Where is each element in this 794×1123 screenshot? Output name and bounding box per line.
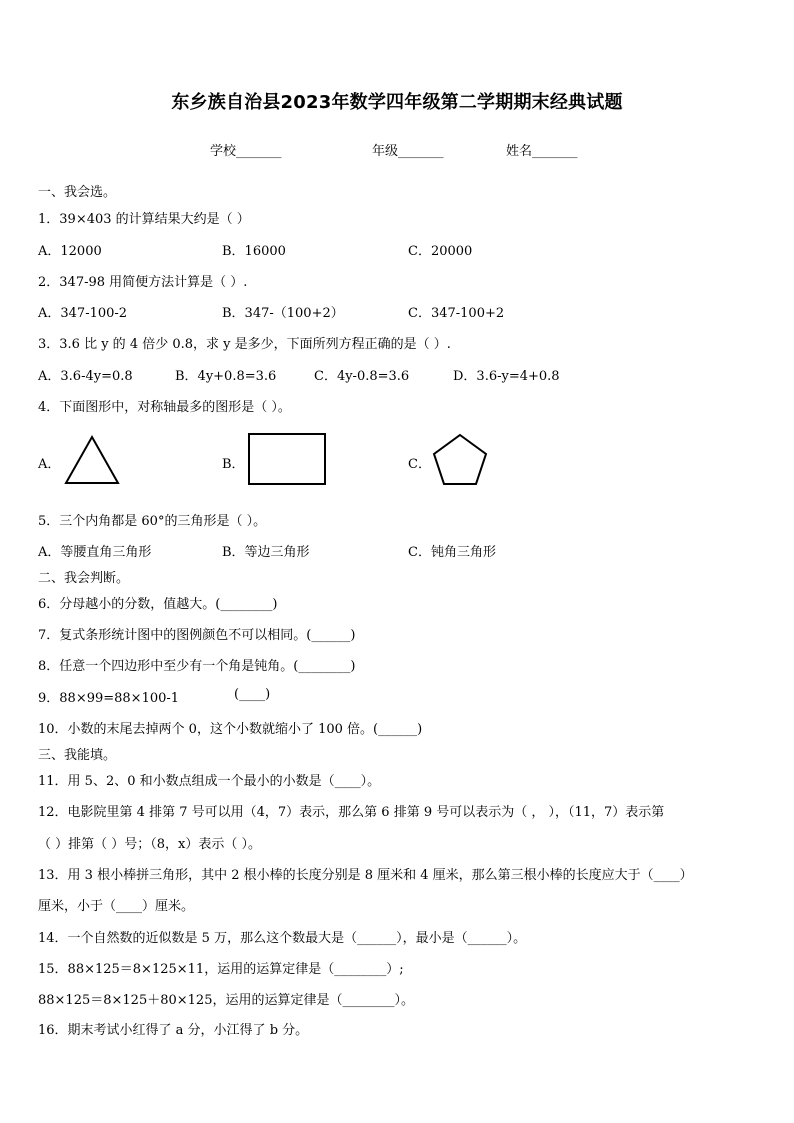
- question-5-option-b: B．等边三角形: [222, 545, 310, 560]
- question-3-option-c: C．4y-0.8=3.6: [314, 369, 410, 384]
- question-4-stem: 4．下面图形中，对称轴最多的图形是（ ）。: [38, 400, 291, 415]
- question-4-option-b: B．: [222, 457, 245, 472]
- rectangle-figure: [246, 431, 328, 487]
- question-12-line-1: 12．电影院里第 4 排第 7 号可以用（4，7）表示，那么第 6 排第 9 号可以表示为（ ， ），（11，7）表示第: [38, 805, 665, 820]
- page-title: 东乡族自治县2023年数学四年级第二学期期末经典试题: [171, 92, 623, 113]
- question-4-option-c: C．: [408, 457, 431, 472]
- question-2-option-c: C．347-100+2: [408, 306, 505, 321]
- question-9-blank: (____): [234, 687, 271, 702]
- section-heading-3: 三、我能填。: [38, 748, 117, 763]
- question-7: 7．复式条形统计图中的图例颜色不可以相同。(______): [38, 628, 356, 643]
- question-1-option-c: C．20000: [408, 244, 473, 259]
- school-field: 学校_______: [210, 144, 282, 159]
- section-heading-2: 二、我会判断。: [38, 571, 130, 586]
- question-1-stem: 1．39×403 的计算结果大约是（ ）: [38, 212, 250, 227]
- section-heading-1: 一、我会选。: [38, 185, 117, 200]
- question-6: 6．分母越小的分数，值越大。(________): [38, 597, 278, 612]
- question-3-option-a: A．3.6-4y=0.8: [38, 369, 133, 384]
- question-9: 9．88×99=88×100-1: [38, 691, 180, 706]
- question-16: 16．期末考试小红得了 a 分，小江得了 b 分。: [38, 1023, 309, 1038]
- question-4-option-a: A．: [38, 457, 61, 472]
- question-15-line-2: 88×125＝8×125＋80×125，运用的运算定律是（________）。: [38, 993, 414, 1008]
- question-15-line-1: 15．88×125＝8×125×11，运用的运算定律是（________）;: [38, 962, 404, 977]
- question-3-option-b: B．4y+0.8=3.6: [175, 369, 277, 384]
- question-13-line-2: 厘米，小于（____）厘米。: [38, 899, 195, 914]
- question-2-option-a: A．347-100-2: [38, 306, 128, 321]
- question-1-option-b: B．16000: [222, 244, 286, 259]
- question-1-option-a: A．12000: [38, 244, 102, 259]
- question-2-option-b: B．347-（100+2）: [222, 306, 344, 321]
- question-5-stem: 5．三个内角都是 60°的三角形是（ ）。: [38, 514, 267, 529]
- question-3-option-d: D．3.6-y=4+0.8: [453, 369, 560, 384]
- question-10: 10．小数的末尾去掉两个 0，这个小数就缩小了 100 倍。(______): [38, 722, 423, 737]
- question-5-option-a: A．等腰直角三角形: [38, 545, 152, 560]
- question-5-option-c: C．钝角三角形: [408, 545, 496, 560]
- name-field: 姓名_______: [506, 144, 578, 159]
- question-8: 8．任意一个四边形中至少有一个角是钝角。(________): [38, 659, 356, 674]
- question-11: 11．用 5、2、0 和小数点组成一个最小的小数是（____）。: [38, 774, 381, 789]
- pentagon-figure: [430, 432, 490, 488]
- grade-field: 年级_______: [372, 144, 444, 159]
- question-14: 14．一个自然数的近似数是 5 万，那么这个数最大是（______），最小是（______）。: [38, 931, 527, 946]
- question-2-stem: 2．347-98 用简便方法计算是（ ）.: [38, 275, 248, 290]
- question-12-line-2: （ ）排第（ ）号；（8，x）表示（ ）。: [38, 837, 261, 852]
- question-3-stem: 3．3.6 比 y 的 4 倍少 0.8，求 y 是多少，下面所列方程正确的是（ ）.: [38, 337, 451, 352]
- triangle-figure: [62, 434, 122, 486]
- question-13-line-1: 13．用 3 根小棒拼三角形，其中 2 根小棒的长度分别是 8 厘米和 4 厘米，那么第三根小棒的长度应大于（____）: [38, 868, 693, 883]
